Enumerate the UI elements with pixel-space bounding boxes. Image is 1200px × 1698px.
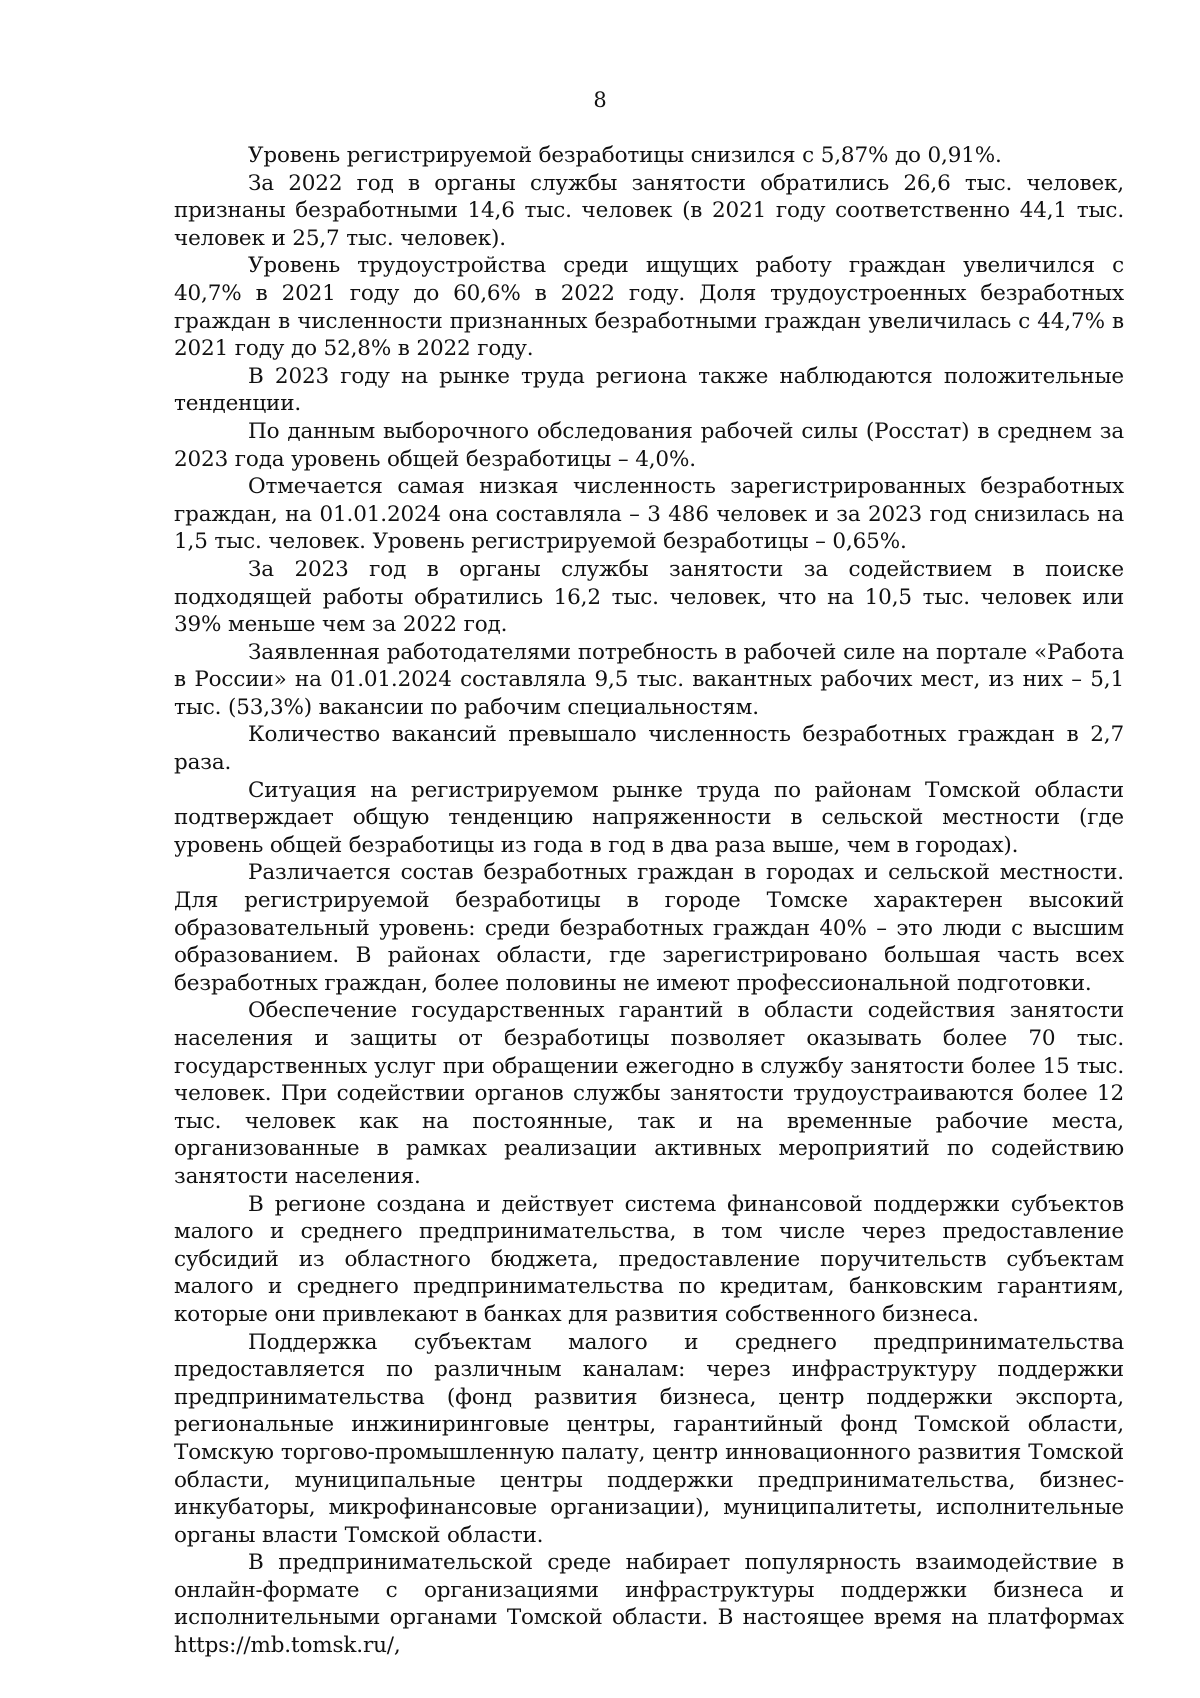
paragraph: В регионе создана и действует система финансовой поддержки субъектов малого и среднего предпринимательства, в том числе через предоставление субсидий из областного бюджета, предоставление поручительств субъектам малого и среднего предпринимательства по кредитам, банковским гарантиям, которые они привлекают в банках для развития собственного бизнеса. [174,1191,1124,1327]
paragraph: Уровень регистрируемой безработицы снизился с 5,87% до 0,91%. [248,143,1002,168]
paragraph: За 2022 год в органы службы занятости обратились 26,6 тыс. человек, признаны безработными 14,6 тыс. человек (в 2021 году соответственно 44,1 тыс. человек и 25,7 тыс. человек). [174,170,1124,251]
paragraph: Уровень трудоустройства среди ищущих работу граждан увеличился с 40,7% в 2021 году до 60,6% в 2022 году. Доля трудоустроенных безработных граждан в численности признанных безработными граждан увеличилась с 44,7% в 2021 году до 52,8% в 2022 году. [174,253,1124,362]
paragraph: Ситуация на регистрируемом рынке труда по районам Томской области подтверждает общую тенденцию напряженности в сельской местности (где уровень общей безработицы из года в год в два раза выше, чем в городах). [174,777,1124,858]
page-number: 8 [593,88,607,112]
document-body [174,142,1124,1660]
paragraph: За 2023 год в органы службы занятости за содействием в поиске подходящей работы обратились 16,2 тыс. человек, что на 10,5 тыс. человек или 39% меньше чем за 2022 год. [174,556,1124,638]
paragraph: Отмечается самая низкая численность зарегистрированных безработных граждан, на 01.01.2024 она составляла – 3 486 человек и за 2023 год снизилась на 1,5 тыс. человек. Уровень регистрируемой безработицы – 0,65%. [174,474,1124,555]
paragraph: В предпринимательской среде набирает популярность взаимодействие в онлайн-формате с организациями инфраструктуры поддержки бизнеса и исполнительными органами Томской области. В настоящее время на платформах https://mb.tomsk.ru/, [174,1550,1124,1659]
paragraph: Поддержка субъектам малого и среднего предпринимательства предоставляется по различным каналам: через инфраструктуру поддержки предпринимательства (фонд развития бизнеса, центр поддержки экспорта, региональные инжиниринговые центры, гарантийный фонд Томской области, Томскую торгово-промышленную палату, центр инновационного развития Томской области, муниципальные центры поддержки предпринимательства, бизнес-инкубаторы, микрофинансовые организации), муниципалитеты, исполнительные органы власти Томской области. [174,1329,1124,1548]
paragraph: По данным выборочного обследования рабочей силы (Росстат) в среднем за 2023 года уровень общей безработицы – 4,0%. [174,418,1124,472]
paragraph: Различается состав безработных граждан в городах и сельской местности. Для регистрируемой безработицы в городе Томске характерен высокий образовательный уровень: среди безработных граждан 40% – это люди с высшим образованием. В районах области, где зарегистрировано большая часть всех безработных граждан, более половины не имеют профессиональной подготовки. [174,860,1124,996]
paragraph: В 2023 году на рынке труда региона также наблюдаются положительные тенденции. [174,363,1124,417]
paragraph: Заявленная работодателями потребность в рабочей силе на портале «Работа в России» на 01.01.2024 составляла 9,5 тыс. вакантных рабочих мест, из них – 5,1 тыс. (53,3%) вакансии по рабочим специальностям. [174,639,1124,720]
paragraph: Количество вакансий превышало численность безработных граждан в 2,7 раза. [174,722,1124,776]
paragraph: Обеспечение государственных гарантий в области содействия занятости населения и защиты от безработицы позволяет оказывать более 70 тыс. государственных услуг при обращении ежегодно в службу занятости более 15 тыс. человек. При содействии органов службы занятости трудоустраиваются более 12 тыс. человек как на постоянные, так и на временные рабочие места, организованные в рамках реализации активных мероприятий по содействию занятости населения. [174,998,1124,1189]
